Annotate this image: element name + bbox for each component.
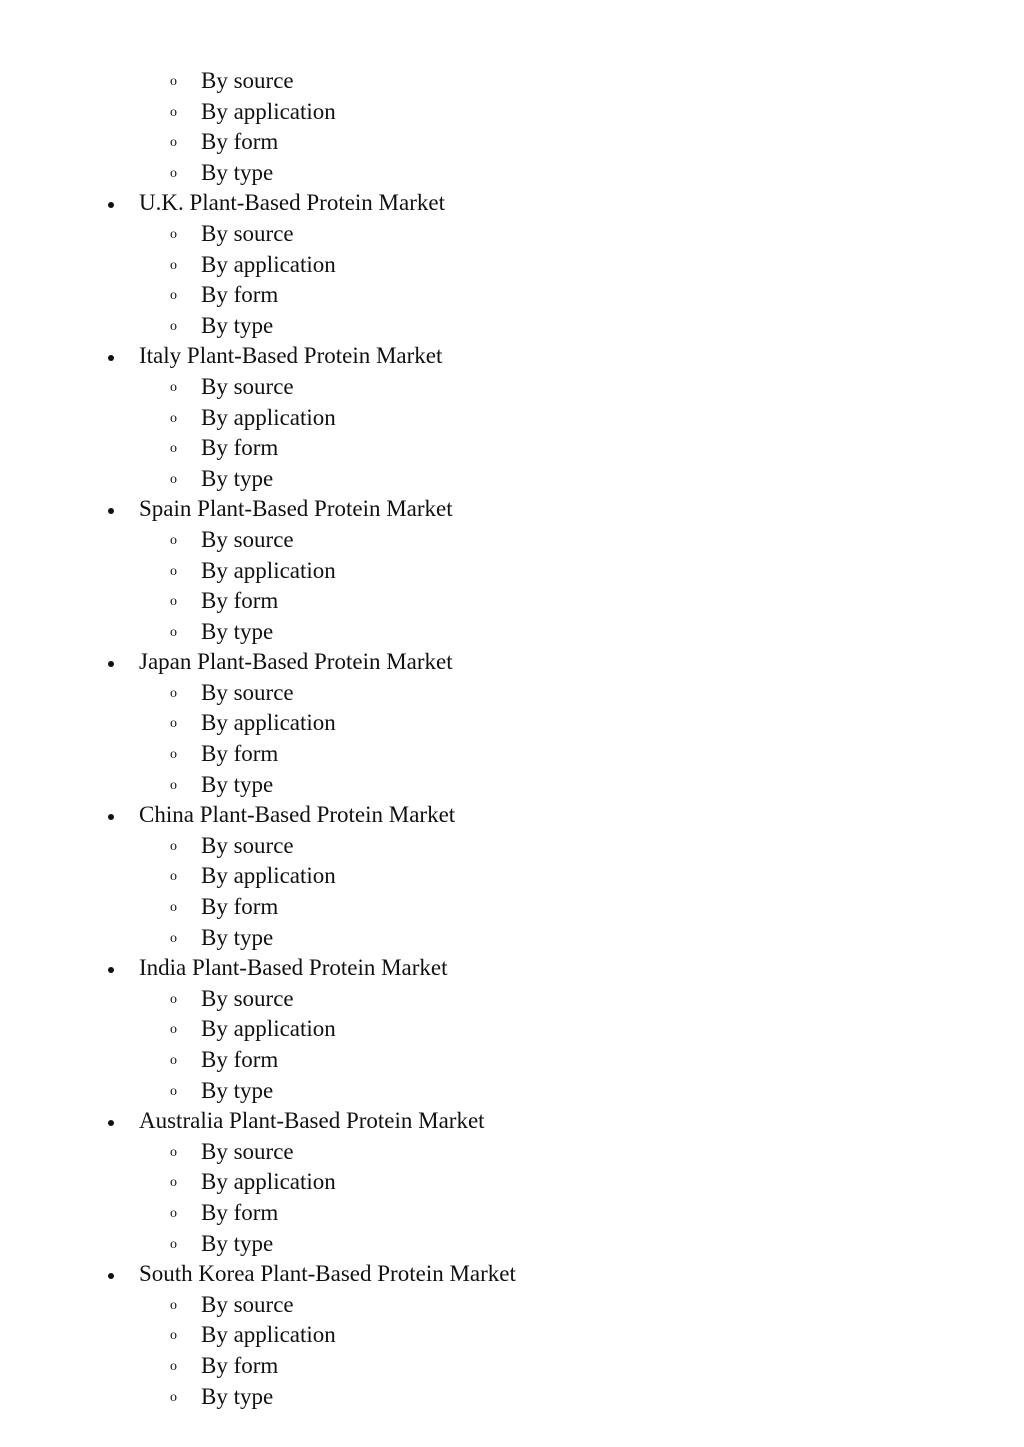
sub-list-item xyxy=(0,892,1024,923)
hollow-circle-bullet-icon: o xyxy=(170,838,177,854)
sub-item-label: By type xyxy=(201,1383,274,1409)
hollow-circle-bullet-icon: o xyxy=(170,1328,177,1344)
sub-item-label: By form xyxy=(201,1047,279,1072)
market-list-item xyxy=(0,341,1024,372)
sub-list-item xyxy=(0,1290,1024,1321)
sub-item-label: By form xyxy=(201,282,279,308)
hollow-circle-bullet-icon: o xyxy=(170,1389,177,1405)
sub-item-label: By type xyxy=(201,465,274,491)
sub-list-item xyxy=(0,280,1024,311)
sub-item-label: By application xyxy=(201,710,336,736)
filled-bullet-icon xyxy=(108,508,114,514)
sub-list-item xyxy=(0,556,1024,587)
sub-item-label: By source xyxy=(201,68,294,93)
sub-list-item xyxy=(0,372,1024,403)
market-outline-list xyxy=(0,66,1024,1412)
sub-list-item xyxy=(0,1167,1024,1198)
market-label: India Plant-Based Protein Market xyxy=(139,955,448,981)
hollow-circle-bullet-icon: o xyxy=(170,747,177,763)
sub-item-label: By source xyxy=(201,373,294,399)
sub-item-label: By application xyxy=(201,98,336,124)
hollow-circle-bullet-icon: o xyxy=(170,900,177,916)
hollow-circle-bullet-icon: o xyxy=(170,288,177,304)
hollow-circle-bullet-icon: o xyxy=(170,318,177,334)
sub-item-label: By type xyxy=(201,159,274,185)
hollow-circle-bullet-icon: o xyxy=(170,777,177,793)
sub-list-item xyxy=(0,403,1024,434)
sub-item-label: By application xyxy=(201,863,336,889)
sub-item-label: By source xyxy=(201,832,294,858)
hollow-circle-bullet-icon: o xyxy=(170,1053,177,1068)
sub-item-label: By form xyxy=(201,894,279,920)
market-label: U.K. Plant-Based Protein Market xyxy=(139,190,445,216)
sub-item-label: By application xyxy=(201,251,336,277)
hollow-circle-bullet-icon: o xyxy=(170,624,177,640)
hollow-circle-bullet-icon: o xyxy=(170,1083,177,1099)
sub-list-item xyxy=(0,831,1024,862)
sub-list-item xyxy=(0,1198,1024,1229)
filled-bullet-icon xyxy=(108,814,114,820)
filled-bullet-icon xyxy=(108,1120,114,1126)
filled-bullet-icon xyxy=(108,355,114,361)
market-list-item xyxy=(0,953,1024,984)
sub-item-label: By source xyxy=(201,1138,294,1164)
filled-bullet-icon xyxy=(108,202,114,208)
sub-list-item xyxy=(0,708,1024,739)
sub-item-label: By source xyxy=(201,1291,294,1317)
sub-list-item xyxy=(0,219,1024,250)
hollow-circle-bullet-icon: o xyxy=(170,716,177,732)
filled-bullet-icon xyxy=(108,661,114,667)
sub-list-item xyxy=(0,739,1024,770)
sub-list-item xyxy=(0,923,1024,954)
market-label: China Plant-Based Protein Market xyxy=(139,802,456,828)
sub-item-label: By application xyxy=(201,1016,336,1042)
hollow-circle-bullet-icon: o xyxy=(170,74,177,89)
sub-list-item xyxy=(0,1320,1024,1351)
sub-list-item xyxy=(0,861,1024,892)
sub-item-label: By form xyxy=(201,741,279,767)
hollow-circle-bullet-icon: o xyxy=(170,594,177,610)
market-list-item xyxy=(0,494,1024,525)
sub-item-label: By application xyxy=(201,404,336,430)
sub-list-item xyxy=(0,158,1024,189)
sub-item-label: By type xyxy=(201,618,274,644)
sub-list-item xyxy=(0,311,1024,342)
sub-list-item xyxy=(0,1137,1024,1168)
hollow-circle-bullet-icon: o xyxy=(170,471,177,487)
hollow-circle-bullet-icon: o xyxy=(170,1358,177,1374)
market-list-item xyxy=(0,800,1024,831)
sub-list-item xyxy=(0,1045,1024,1076)
hollow-circle-bullet-icon: o xyxy=(170,1144,177,1160)
sub-item-label: By application xyxy=(201,1322,336,1348)
sub-list-item xyxy=(0,1229,1024,1260)
sub-item-label: By application xyxy=(201,557,336,583)
sub-list-item xyxy=(0,617,1024,648)
sub-item-label: By form xyxy=(201,1199,279,1225)
market-list-item xyxy=(0,188,1024,219)
hollow-circle-bullet-icon: o xyxy=(170,257,177,273)
sub-list-item xyxy=(0,433,1024,464)
hollow-circle-bullet-icon: o xyxy=(170,869,177,885)
hollow-circle-bullet-icon: o xyxy=(170,441,177,457)
sub-list-item xyxy=(0,1351,1024,1382)
hollow-circle-bullet-icon: o xyxy=(170,532,177,548)
hollow-circle-bullet-icon: o xyxy=(170,1236,177,1252)
hollow-circle-bullet-icon: o xyxy=(170,1175,177,1191)
market-list-item xyxy=(0,1106,1024,1137)
sub-list-item xyxy=(0,1014,1024,1045)
sub-item-label: By application xyxy=(201,1169,336,1195)
sub-item-label: By form xyxy=(201,1352,279,1378)
sub-item-label: By type xyxy=(201,1077,274,1103)
hollow-circle-bullet-icon: o xyxy=(170,135,177,151)
hollow-circle-bullet-icon: o xyxy=(170,930,177,946)
sub-list-item xyxy=(0,525,1024,556)
hollow-circle-bullet-icon: o xyxy=(170,379,177,395)
market-label: South Korea Plant-Based Protein Market xyxy=(139,1261,516,1287)
hollow-circle-bullet-icon: o xyxy=(170,685,177,701)
sub-item-label: By form xyxy=(201,435,279,461)
sub-list-item xyxy=(0,678,1024,709)
sub-list-item xyxy=(0,984,1024,1015)
market-label: Spain Plant-Based Protein Market xyxy=(139,496,453,522)
sub-item-label: By form xyxy=(201,129,279,155)
sub-item-label: By type xyxy=(201,312,274,338)
hollow-circle-bullet-icon: o xyxy=(170,410,177,426)
filled-bullet-icon xyxy=(108,967,114,973)
sub-item-label: By type xyxy=(201,771,274,797)
sub-item-label: By source xyxy=(201,220,294,246)
hollow-circle-bullet-icon: o xyxy=(170,1297,177,1313)
sub-list-item xyxy=(0,586,1024,617)
hollow-circle-bullet-icon: o xyxy=(170,991,177,1007)
sub-list-item xyxy=(0,97,1024,128)
hollow-circle-bullet-icon: o xyxy=(170,563,177,579)
sub-item-label: By source xyxy=(201,679,294,705)
sub-item-label: By type xyxy=(201,1230,274,1256)
hollow-circle-bullet-icon: o xyxy=(170,104,177,120)
sub-list-item xyxy=(0,127,1024,158)
sub-list-item xyxy=(0,1076,1024,1107)
sub-list-item xyxy=(0,770,1024,801)
hollow-circle-bullet-icon: o xyxy=(170,165,177,181)
sub-item-label: By type xyxy=(201,924,274,950)
hollow-circle-bullet-icon: o xyxy=(170,1205,177,1221)
sub-item-label: By form xyxy=(201,588,279,614)
sub-list-item xyxy=(0,250,1024,281)
filled-bullet-icon xyxy=(108,1273,114,1279)
sub-item-label: By source xyxy=(201,985,294,1011)
market-list-item xyxy=(0,1259,1024,1290)
hollow-circle-bullet-icon: o xyxy=(170,1022,177,1038)
market-label: Japan Plant-Based Protein Market xyxy=(139,649,453,675)
sub-list-item xyxy=(0,464,1024,495)
sub-list-item xyxy=(0,1382,1024,1413)
hollow-circle-bullet-icon: o xyxy=(170,226,177,242)
market-label: Australia Plant-Based Protein Market xyxy=(139,1108,485,1134)
market-list-item xyxy=(0,647,1024,678)
sub-list-item xyxy=(0,66,1024,97)
sub-item-label: By source xyxy=(201,526,294,552)
market-label: Italy Plant-Based Protein Market xyxy=(139,343,443,369)
